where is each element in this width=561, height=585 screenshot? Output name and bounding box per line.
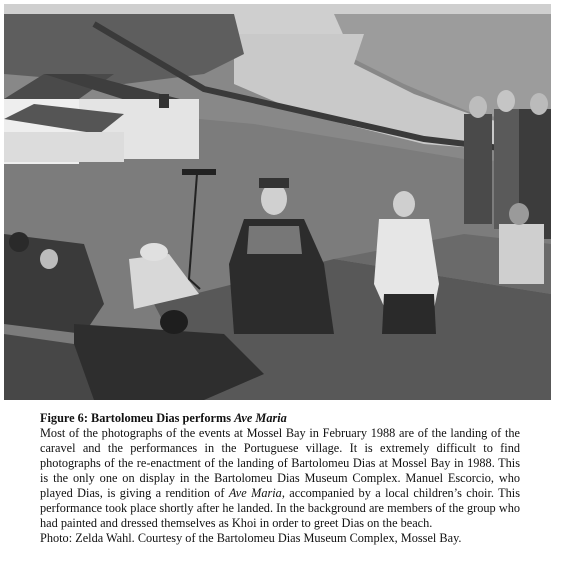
figure-title: Figure 6: Bartolomeu Dias performs Ave Maria	[40, 411, 287, 425]
museum-building	[4, 74, 199, 164]
figure-caption	[40, 411, 520, 546]
hillside-trees	[4, 14, 244, 84]
photo-scene	[4, 4, 551, 400]
figure-photo	[4, 4, 551, 400]
photo-credit: Photo: Zelda Wahl. Courtesy of the Bartolomeu Dias Museum Complex, Mossel Bay.	[40, 531, 462, 545]
caption-body: Most of the photographs of the events at Mossel Bay in February 1988 are of the landing of the caravel and the performances in the Portuguese village. It is extremely difficult to find photographs of the re-enactment of the landing of Bartolomeu Dias at Mossel Bay in 1988. This is the only one on display in the Bartolomeu Dias Museum Complex. Manuel Escorcio, who played Dias, is giving a rendition of Ave Maria, accompanied by a local children’s choir. This performance took place shortly after he landed. In the background are members of the group who had painted and dressed themselves as Khoi in order to greet Dias on the beach.	[40, 426, 520, 530]
